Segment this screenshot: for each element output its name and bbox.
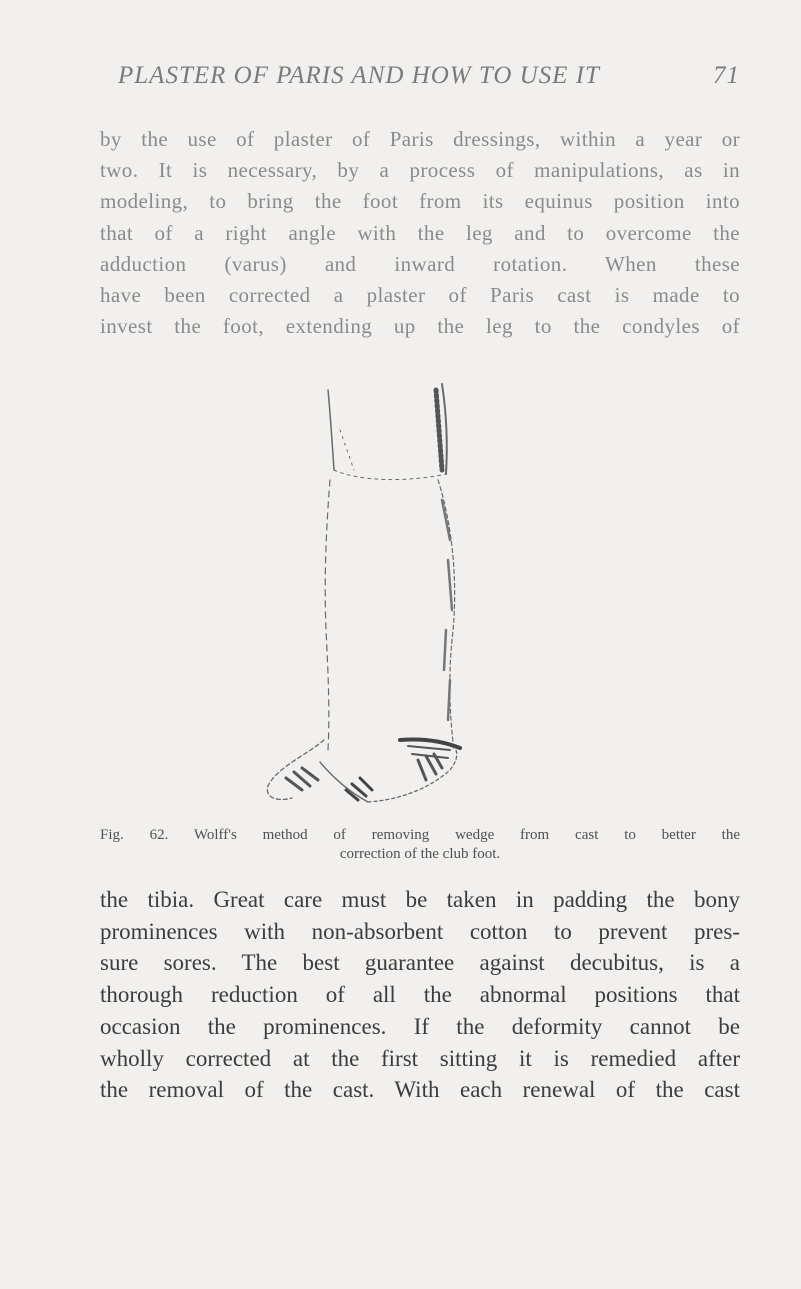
text-line: sure sores. The best guarantee against decubitus, is a <box>100 950 740 976</box>
page-number: 71 <box>713 62 740 89</box>
caption-line: correction of the club foot. <box>339 846 501 862</box>
paragraph-bottom <box>100 884 740 1106</box>
text-line: the removal of the cast. With each renewal of the cast <box>100 1077 740 1103</box>
caption-line: Fig. 62. Wolff's method of removing wedge from cast to better the <box>100 827 740 843</box>
text-line: by the use of plaster of Paris dressings, within a year or <box>100 127 740 151</box>
figure-caption <box>100 826 740 864</box>
figure-leg-cast-illustration <box>250 370 510 810</box>
text-line: adduction (varus) and inward rotation. When these <box>100 251 740 276</box>
text-line: prominences with non-absorbent cotton to prevent pres- <box>100 918 740 944</box>
text-line: wholly corrected at the first sitting it is remedied after <box>100 1045 740 1071</box>
text-line: invest the foot, extending up the leg to the condyles of <box>100 314 740 339</box>
running-header <box>118 62 738 90</box>
text-line: have been corrected a plaster of Paris cast is made to <box>100 283 740 308</box>
paragraph-top <box>100 124 740 342</box>
text-line: thorough reduction of all the abnormal positions that <box>100 982 740 1008</box>
running-title: PLASTER OF PARIS AND HOW TO USE IT <box>118 62 600 89</box>
text-line: modeling, to bring the foot from its equinus position into <box>100 189 740 214</box>
text-line: the tibia. Great care must be taken in padding the bony <box>100 887 740 912</box>
leg-cast-drawing <box>250 370 510 810</box>
text-line: that of a right angle with the leg and to overcome the <box>100 220 740 245</box>
text-line: two. It is necessary, by a process of manipulations, as in <box>100 158 740 183</box>
text-line: occasion the prominences. If the deformity cannot be <box>100 1013 740 1039</box>
